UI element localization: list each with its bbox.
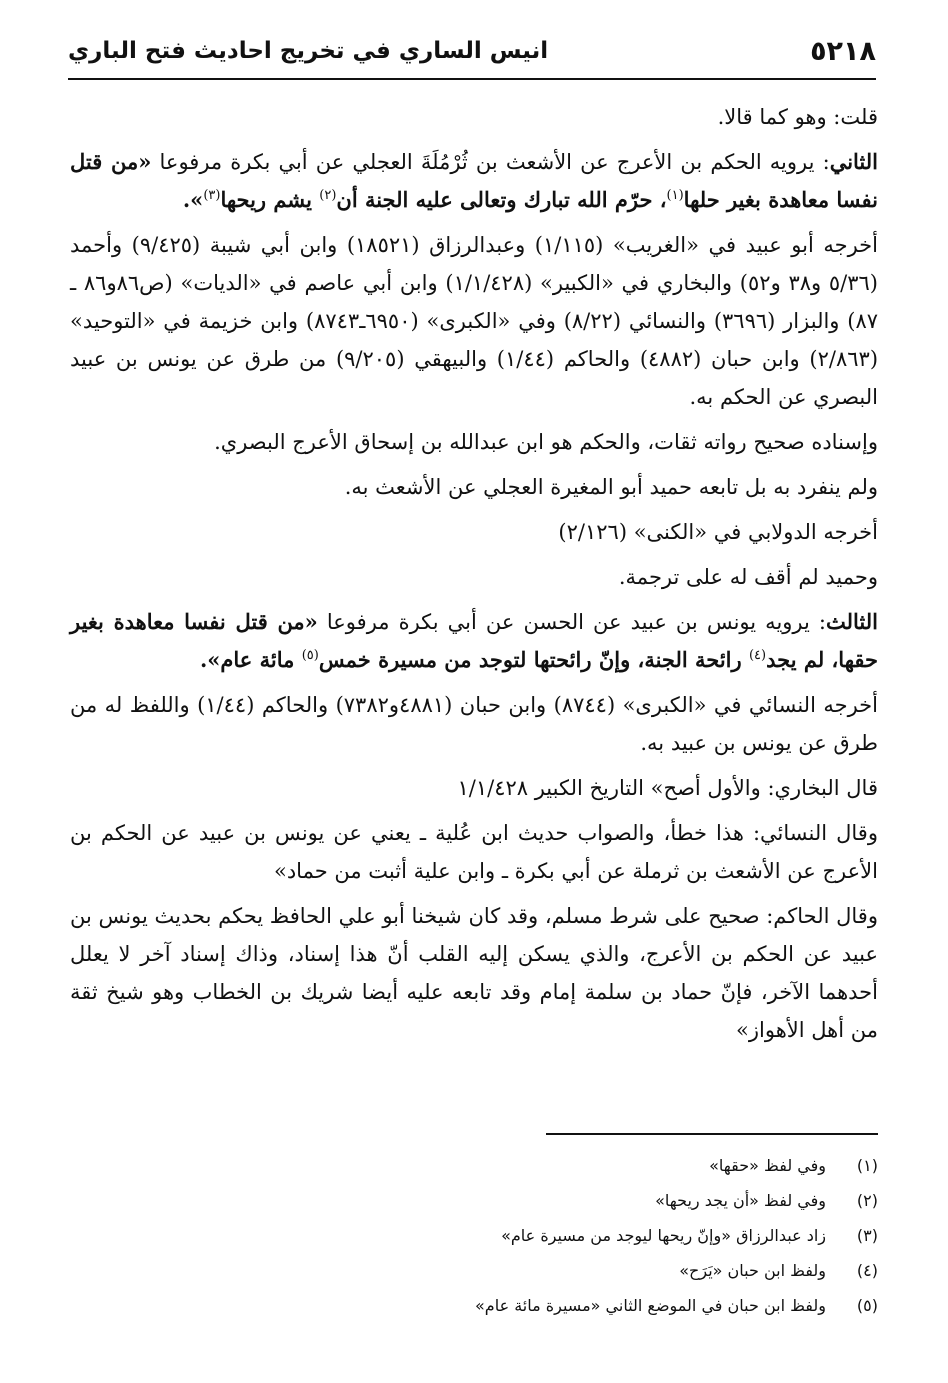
- section-label: الثاني: [829, 149, 879, 174]
- paragraph: [70, 513, 878, 551]
- paragraph-text: : يرويه يونس بن عبيد عن الحسن عن أبي بكرة مرفوعا: [317, 610, 826, 634]
- running-title: انيس الساري في تخريج احاديث فتح الباري: [68, 38, 549, 64]
- paragraph-text: أخرجه النسائي في «الكبرى» (٨٧٤٤) وابن حبان (٤٨٨١و٧٣٨٢) والحاكم (١/٤٤) واللفظ له من طرق عن يونس بن عبيد به.: [70, 693, 878, 755]
- paragraph-text: وقال الحاكم: صحيح على شرط مسلم، وقد كان شيخنا أبو علي الحافظ يحكم بحديث يونس بن عبيد عن الحكم بن الأعرج، والذي يسكن إليه القلب أنّ هذا إسناد، وذاك إسناد آخر لا يعلل أحدهما الآخر، فإنّ حماد بن سلمة إمام وقد تابعه عليه أيضا شريك بن الخطاب وهو شيخ ثقة من أهل الأهواز»: [70, 904, 878, 1042]
- hadith-quote: «من قتل نفسا معاهدة بغير حقها، لم يجد: [70, 609, 878, 672]
- paragraph-text: أخرجه الدولابي في «الكنى» (٢/١٢٦): [558, 520, 878, 544]
- footnote: [70, 1253, 878, 1288]
- paragraph-text: أخرجه أبو عبيد في «الغريب» (١/١١٥) وعبدالرزاق (١٨٥٢١) وابن أبي شيبة (٩/٤٢٥) وأحمد (٥/٣٦ و٣٨ و٥٢) والبخاري في «الكبير» (١/١/٤٢٨) وابن أبي عاصم في «الديات» (ص٨٦و٨٦ ـ ٨٧) والبزار (٣٦٩٦) والنسائي (٨/٢٢) وفي «الكبرى» (٦٩٥٠ـ٨٧٤٣) وابن خزيمة في «التوحيد» (٢/٨٦٣) وابن حبان (٤٨٨٢) والحاكم (١/٤٤) والبيهقي (٩/٢٠٥) من طرق عن يونس بن عبيد البصري عن الحكم به.: [70, 233, 879, 409]
- paragraph: [70, 558, 878, 596]
- paragraph: [70, 98, 878, 136]
- paragraph: [70, 686, 878, 762]
- footnote-text: ولفظ ابن حبان في الموضع الثاني «مسيرة مائة عام»: [475, 1296, 826, 1315]
- footnote-text: وفي لفظ «أن يجد ريحها»: [655, 1191, 826, 1210]
- footnote-number: (١): [856, 1156, 878, 1175]
- section-label: الثالث: [826, 609, 878, 634]
- header-rule: [68, 78, 876, 80]
- hadith-quote: ».: [182, 187, 204, 212]
- paragraph-text: ولم ينفرد به بل تابعه حميد أبو المغيرة العجلي عن الأشعث به.: [344, 475, 878, 499]
- footnote-ref: (٣): [203, 188, 221, 203]
- paragraph-text: وإسناده صحيح رواته ثقات، والحكم هو ابن عبدالله بن إسحاق الأعرج البصري.: [214, 430, 878, 454]
- paragraph-text: : يرويه الحكم بن الأعرج عن الأشعث بن ثُرْمُلَةَ العجلي عن أبي بكرة مرفوعا: [159, 150, 830, 174]
- hadith-quote: يشم ريحها: [220, 187, 320, 212]
- footnote-number: (٥): [856, 1296, 878, 1315]
- footnotes: [70, 1148, 878, 1323]
- paragraph: [70, 423, 878, 461]
- footnote-number: (٢): [856, 1191, 878, 1210]
- page-number: ٥٢١٨: [810, 36, 876, 67]
- paragraph: [70, 769, 878, 807]
- paragraph-text: قلت: وهو كما قالا.: [717, 105, 878, 129]
- paragraph: [70, 143, 878, 219]
- paragraph: [70, 603, 878, 679]
- footnote-ref: (٥): [301, 648, 319, 663]
- paragraph-text: قال البخاري: والأول أصح» التاريخ الكبير ١/١/٤٢٨: [457, 776, 878, 800]
- footnote: [70, 1218, 878, 1253]
- paragraph: [70, 814, 878, 890]
- paragraph-text: وحميد لم أقف له على ترجمة.: [618, 565, 878, 589]
- main-text: [70, 98, 878, 1056]
- footnote-text: زاد عبدالرزاق «وإنّ ريحها ليوجد من مسيرة عام»: [501, 1226, 826, 1245]
- hadith-quote: رائحة الجنة، وإنّ رائحتها لتوجد من مسيرة خمس: [318, 647, 749, 672]
- paragraph: [70, 897, 878, 1049]
- footnote: [70, 1148, 878, 1183]
- footnote-number: (٤): [856, 1261, 878, 1280]
- footnote-rule: [546, 1133, 878, 1135]
- paragraph: [70, 226, 878, 416]
- hadith-quote: مائة عام».: [199, 647, 302, 672]
- footnote-ref: (٢): [319, 188, 337, 203]
- footnote-ref: (٤): [748, 648, 767, 663]
- footnote: [70, 1183, 878, 1218]
- hadith-quote: «من قتل نفسا معاهدة بغير حلها: [70, 149, 878, 212]
- footnote-number: (٣): [856, 1226, 878, 1245]
- footnote: [70, 1288, 878, 1323]
- footnote-text: ولفظ ابن حبان «يَرَح»: [679, 1261, 826, 1280]
- footnote-ref: (١): [666, 188, 684, 203]
- hadith-quote: ، حرّم الله تبارك وتعالى عليه الجنة أن: [336, 187, 667, 212]
- paragraph: [70, 468, 878, 506]
- paragraph-text: وقال النسائي: هذا خطأ، والصواب حديث ابن عُلية ـ يعني عن يونس بن عبيد عن الحكم بن الأعرج عن الأشعث بن ثرملة عن أبي بكرة ـ وابن علية أثبت من حماد»: [70, 821, 878, 883]
- footnote-text: وفي لفظ «حقها»: [709, 1156, 826, 1175]
- page-header: [68, 34, 876, 72]
